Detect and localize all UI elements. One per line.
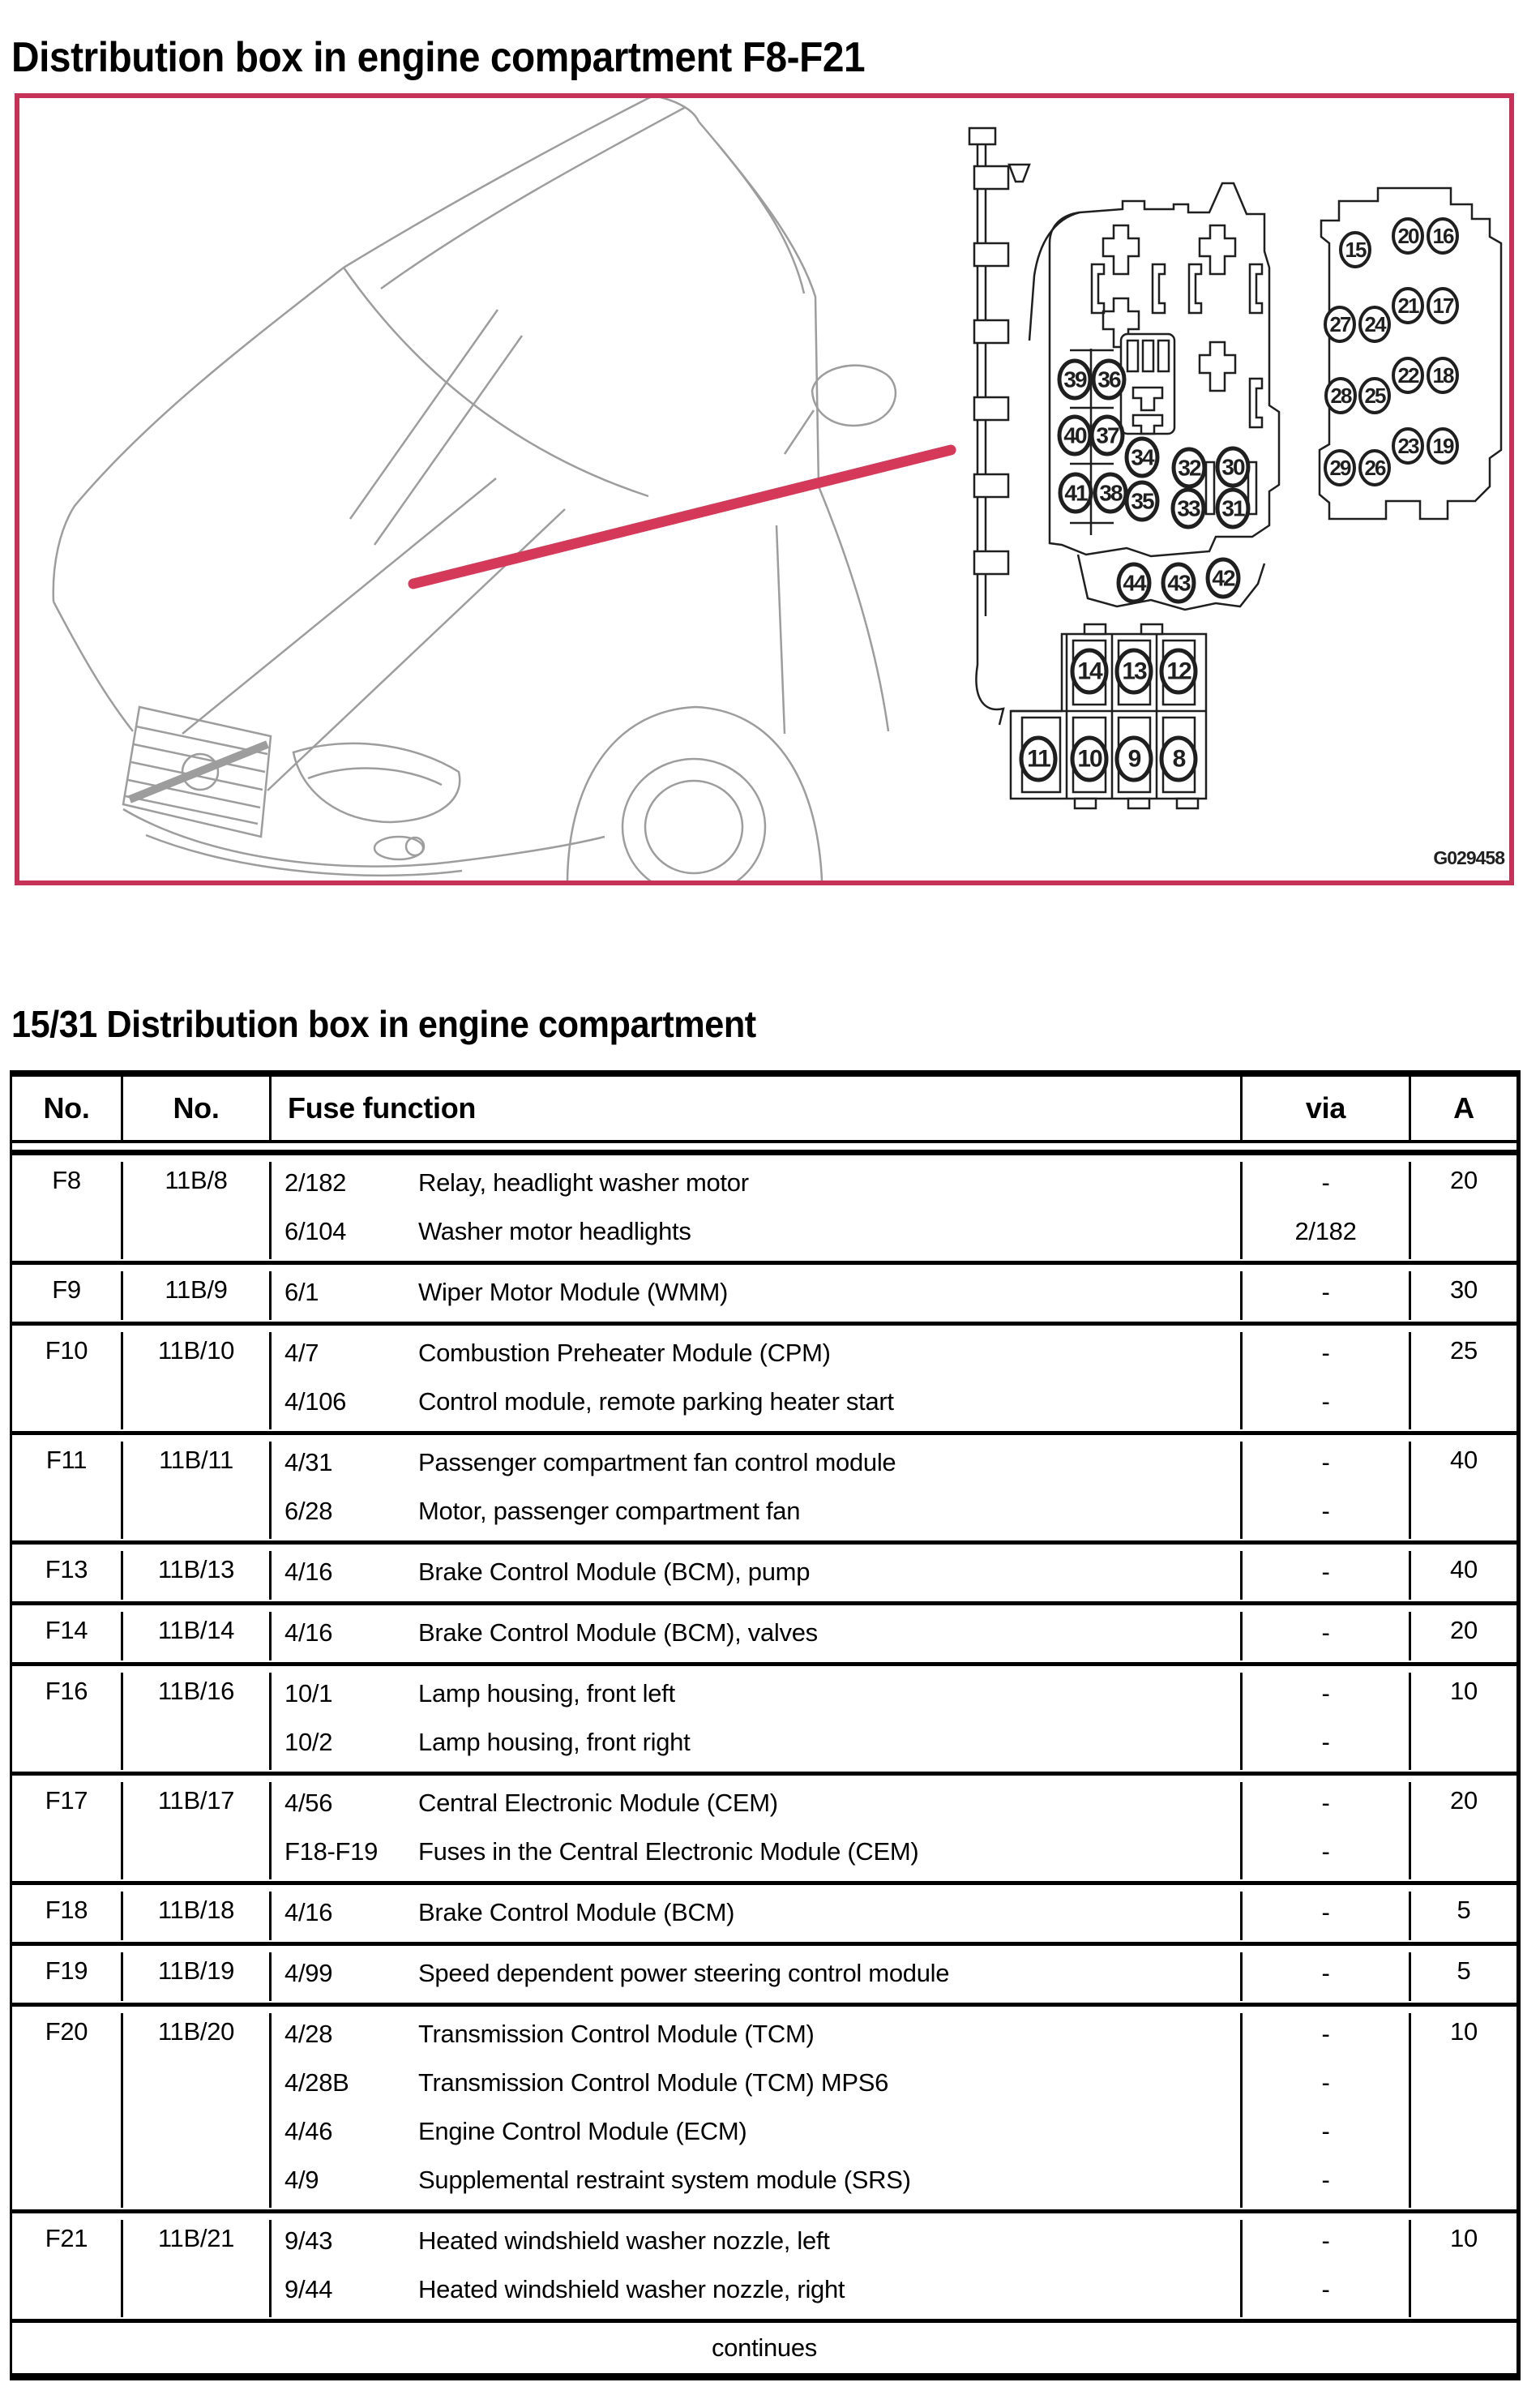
row-fuse-function: 10/1 Lamp housing, front left 10/2 Lamp housing, front right [269, 1673, 1240, 1770]
fuse-circle [1393, 219, 1422, 253]
fuse-table-body [12, 1155, 1516, 2319]
row-via: - [1240, 1271, 1409, 1320]
table-row [12, 1772, 1516, 1881]
fuse-circle [1360, 307, 1389, 341]
svg-text:31: 31 [1221, 495, 1244, 521]
svg-text:24: 24 [1364, 312, 1385, 336]
page-title: Distribution box in engine compartment F8-F21 [11, 33, 866, 81]
svg-text:32: 32 [1178, 455, 1200, 481]
fuse-circle [1093, 361, 1124, 398]
continues-label: continues [711, 2333, 817, 2362]
row-position-no: 11B/11 [121, 1442, 269, 1539]
row-amp: 25 [1409, 1332, 1516, 1429]
svg-text:13: 13 [1122, 658, 1146, 685]
svg-text:16: 16 [1432, 224, 1453, 248]
svg-text:27: 27 [1329, 312, 1350, 336]
fuse-circle [1393, 358, 1422, 392]
fuse-circle [1059, 417, 1090, 454]
pointer-line [413, 450, 951, 584]
figure-frame [15, 93, 1514, 885]
row-fuse-no: F17 [45, 1786, 88, 1815]
row-fuse-function: 4/16 Brake Control Module (BCM) [269, 1892, 1240, 1940]
row-fuse-function: 4/16 Brake Control Module (BCM), pump [269, 1551, 1240, 1600]
svg-text:43: 43 [1167, 570, 1190, 596]
svg-text:29: 29 [1329, 456, 1350, 480]
svg-text:12: 12 [1166, 658, 1191, 685]
row-via: - [1240, 1892, 1409, 1940]
row-fuse-function: 9/43 Heated windshield washer nozzle, left 9/44 Heated windshield washer nozzle, right [269, 2220, 1240, 2317]
row-position-no: 11B/19 [121, 1952, 269, 2001]
row-position-no: 11B/18 [121, 1892, 269, 1940]
table-row [12, 1431, 1516, 1540]
table-row [12, 1662, 1516, 1772]
fuse-circle [1163, 564, 1194, 602]
svg-text:23: 23 [1397, 434, 1418, 458]
fuse-circle [1217, 490, 1248, 527]
svg-text:41: 41 [1064, 480, 1087, 506]
row-via: - - [1240, 1673, 1409, 1770]
row-amp: 10 [1409, 2013, 1516, 2208]
fuse-table [10, 1070, 1521, 2380]
table-row [12, 2209, 1516, 2319]
row-fuse-no: F13 [45, 1555, 88, 1583]
row-via: - - [1240, 1782, 1409, 1879]
row-fuse-no: F10 [45, 1336, 88, 1365]
fuse-circle [1127, 482, 1157, 520]
row-position-no: 11B/9 [121, 1271, 269, 1320]
svg-text:34: 34 [1131, 444, 1153, 470]
svg-text:35: 35 [1131, 488, 1153, 514]
table-row [12, 1155, 1516, 1261]
svg-text:14: 14 [1077, 658, 1102, 685]
fuse-circle [1360, 451, 1389, 485]
row-via: - - [1240, 1332, 1409, 1429]
row-amp: 20 [1409, 1612, 1516, 1660]
fuse-circle [1127, 439, 1157, 476]
svg-text:17: 17 [1432, 294, 1453, 318]
table-row [12, 1261, 1516, 1322]
table-row [12, 1942, 1516, 2003]
svg-text:19: 19 [1432, 434, 1453, 458]
svg-text:15: 15 [1345, 238, 1366, 262]
svg-text:9: 9 [1127, 745, 1140, 773]
svg-text:39: 39 [1063, 366, 1086, 392]
fuse-circle [1072, 738, 1106, 780]
figure-code: G029458 [1433, 847, 1504, 868]
header-amp: A [1409, 1077, 1516, 1140]
fuse-circle [1072, 650, 1106, 692]
row-via: - - - - [1240, 2013, 1409, 2208]
row-fuse-no: F21 [45, 2224, 88, 2252]
fuse-circle [1325, 451, 1354, 485]
table-row [12, 1881, 1516, 1942]
svg-text:30: 30 [1221, 454, 1244, 480]
fuse-circle [1428, 219, 1457, 253]
svg-text:37: 37 [1096, 422, 1119, 448]
fuse-circle [1092, 417, 1123, 454]
row-fuse-no: F8 [52, 1166, 81, 1194]
row-fuse-no: F11 [45, 1446, 88, 1474]
row-position-no: 11B/20 [121, 2013, 269, 2208]
row-amp: 20 [1409, 1782, 1516, 1879]
row-fuse-no: F14 [45, 1616, 88, 1644]
row-position-no: 11B/10 [121, 1332, 269, 1429]
header-via: via [1240, 1077, 1409, 1140]
fuse-circle [1217, 448, 1248, 486]
section-subtitle: 15/31 Distribution box in engine compartment [11, 1003, 756, 1046]
row-amp: 5 [1409, 1892, 1516, 1940]
row-position-no: 11B/14 [121, 1612, 269, 1660]
table-row [12, 1601, 1516, 1662]
row-position-no: 11B/17 [121, 1782, 269, 1879]
fuse-circle [1174, 449, 1204, 486]
row-position-no: 11B/16 [121, 1673, 269, 1770]
row-fuse-no: F20 [45, 2017, 88, 2046]
header-no2: No. [121, 1077, 269, 1140]
header-fuse-function: Fuse function [269, 1077, 1240, 1140]
row-via: - [1240, 1551, 1409, 1600]
row-fuse-no: F9 [52, 1275, 81, 1304]
svg-text:8: 8 [1172, 745, 1185, 773]
fuse-circle [1428, 289, 1457, 323]
fuse-circle [1117, 650, 1151, 692]
fuse-circle [1393, 429, 1422, 463]
fuse-circle [1021, 738, 1055, 780]
row-amp: 20 [1409, 1162, 1516, 1259]
fuse-circle [1341, 233, 1370, 267]
row-fuse-no: F16 [45, 1677, 88, 1705]
row-fuse-no: F19 [45, 1956, 88, 1985]
row-amp: 10 [1409, 1673, 1516, 1770]
row-fuse-function: 6/1 Wiper Motor Module (WMM) [269, 1271, 1240, 1320]
fuse-circle [1326, 379, 1355, 413]
fuse-circle [1428, 429, 1457, 463]
header-divider [12, 1140, 1516, 1155]
row-amp: 40 [1409, 1442, 1516, 1539]
row-via: - [1240, 1612, 1409, 1660]
fuse-circle [1119, 564, 1149, 602]
fuse-circle [1325, 307, 1354, 341]
fuse-circle [1059, 361, 1090, 398]
row-amp: 30 [1409, 1271, 1516, 1320]
table-header-row [12, 1077, 1516, 1140]
svg-text:25: 25 [1364, 383, 1385, 408]
continues-row [12, 2319, 1516, 2380]
row-amp: 5 [1409, 1952, 1516, 2001]
table-row [12, 1322, 1516, 1431]
row-via: - - [1240, 2220, 1409, 2317]
row-position-no: 11B/8 [121, 1162, 269, 1259]
row-position-no: 11B/13 [121, 1551, 269, 1600]
row-via: - - [1240, 1442, 1409, 1539]
row-amp: 10 [1409, 2220, 1516, 2317]
fuse-circle [1173, 490, 1204, 527]
fuse-circle [1095, 474, 1126, 512]
car-line-art [53, 98, 896, 881]
fuse-circle [1161, 650, 1196, 692]
svg-text:10: 10 [1077, 745, 1102, 773]
row-position-no: 11B/21 [121, 2220, 269, 2317]
row-amp: 40 [1409, 1551, 1516, 1600]
svg-text:40: 40 [1063, 422, 1086, 448]
fuse-circle [1161, 738, 1196, 780]
row-fuse-no: F18 [45, 1896, 88, 1924]
row-fuse-function: 4/7 Combustion Preheater Module (CPM) 4/106 Control module, remote parking heater start [269, 1332, 1240, 1429]
row-fuse-function: 4/31 Passenger compartment fan control module 6/28 Motor, passenger compartment fan [269, 1442, 1240, 1539]
row-via: - 2/182 [1240, 1162, 1409, 1259]
fuse-circle [1360, 379, 1389, 413]
fuse-circle [1060, 474, 1091, 512]
row-fuse-function: 2/182 Relay, headlight washer motor 6/104 Washer motor headlights [269, 1162, 1240, 1259]
header-no1: No. [43, 1091, 90, 1125]
fuse-circle [1208, 559, 1238, 597]
svg-text:18: 18 [1432, 363, 1453, 388]
svg-text:22: 22 [1397, 363, 1418, 388]
svg-text:28: 28 [1330, 383, 1351, 408]
svg-text:21: 21 [1397, 294, 1418, 318]
svg-text:20: 20 [1397, 224, 1418, 248]
svg-text:33: 33 [1177, 495, 1200, 521]
svg-text:36: 36 [1097, 366, 1120, 392]
row-fuse-function: 4/56 Central Electronic Module (CEM) F18-F19 Fuses in the Central Electronic Module (CEM) [269, 1782, 1240, 1879]
fuse-circle [1428, 358, 1457, 392]
svg-text:44: 44 [1123, 570, 1145, 596]
table-row [12, 1540, 1516, 1601]
svg-text:42: 42 [1212, 565, 1234, 591]
fuse-circle [1117, 738, 1151, 780]
svg-text:38: 38 [1099, 480, 1122, 506]
row-via: - [1240, 1952, 1409, 2001]
table-row [12, 2003, 1516, 2209]
row-fuse-function: 4/28 Transmission Control Module (TCM) 4/28B Transmission Control Module (TCM) MPS6 4/46 Engine Control Module (ECM) 4/9 Supplemental restraint system module (SRS) [269, 2013, 1240, 2208]
svg-text:26: 26 [1364, 456, 1385, 480]
svg-text:11: 11 [1027, 745, 1050, 773]
fuse-circle [1393, 289, 1422, 323]
row-fuse-function: 4/99 Speed dependent power steering control module [269, 1952, 1240, 2001]
row-fuse-function: 4/16 Brake Control Module (BCM), valves [269, 1612, 1240, 1660]
